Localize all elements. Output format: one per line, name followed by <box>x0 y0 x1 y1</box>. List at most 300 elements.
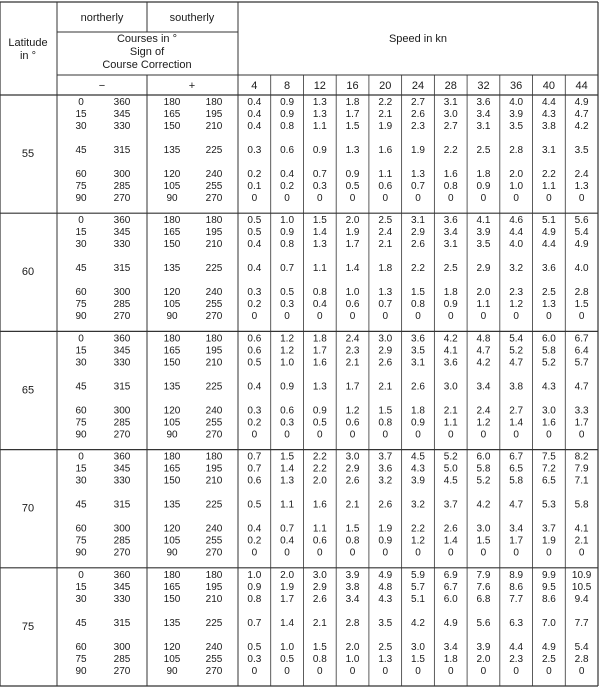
correction-cell: 0.9 <box>280 227 295 239</box>
course-cell: 135 <box>163 263 181 275</box>
correction-cell: 0.5 <box>280 287 295 299</box>
correction-cell: 4.6 <box>509 215 524 227</box>
speed-header-24: 24 <box>411 80 425 92</box>
correction-cell: 1.5 <box>411 653 425 665</box>
course-cell: 90 <box>166 193 178 204</box>
course-cell: 315 <box>113 499 131 511</box>
course-cell: 0 <box>78 333 84 345</box>
course-cell: 240 <box>205 405 223 417</box>
correction-cell: 2.6 <box>312 593 327 605</box>
correction-cell: 0.5 <box>312 417 327 429</box>
correction-cell: 2.2 <box>312 451 327 463</box>
correction-cell: 1.4 <box>509 417 524 429</box>
course-cell: 60 <box>75 641 87 653</box>
correction-cell: 2.5 <box>443 263 458 275</box>
correction-cell: 1.0 <box>280 641 295 653</box>
correction-cell: 3.9 <box>476 227 491 239</box>
correction-cell: 0.6 <box>247 333 262 345</box>
table-row <box>75 464 589 475</box>
correction-cell: 4.9 <box>541 641 556 653</box>
correction-cell: 0.3 <box>247 405 262 417</box>
correction-cell: 1.9 <box>411 145 425 156</box>
correction-cell: 0 <box>317 429 323 441</box>
correction-cell: 0.7 <box>280 263 295 275</box>
course-cell: 15 <box>75 227 87 239</box>
correction-cell: 4.3 <box>411 463 425 475</box>
correction-cell: 0 <box>578 429 585 441</box>
correction-cell: 3.4 <box>476 109 491 120</box>
correction-cell: 5.2 <box>509 345 524 357</box>
correction-cell: 0 <box>578 665 585 677</box>
course-cell: 210 <box>205 121 223 132</box>
course-cell: 75 <box>75 181 87 192</box>
correction-cell: 6.5 <box>541 475 556 487</box>
course-cell: 225 <box>205 617 223 629</box>
speed-header-36: 36 <box>510 80 523 92</box>
correction-cell: 1.5 <box>312 641 327 653</box>
correction-cell: 2.0 <box>509 169 524 180</box>
correction-cell: 7.7 <box>574 617 589 629</box>
course-cell: 150 <box>163 357 181 369</box>
correction-cell: 2.5 <box>541 653 556 665</box>
speed-header: Speed in kn <box>388 33 448 45</box>
course-cell: 180 <box>205 451 223 463</box>
course-cell: 90 <box>166 429 178 441</box>
correction-cell: 0 <box>415 547 421 559</box>
correction-cell: 1.2 <box>509 299 524 311</box>
correction-cell: 2.6 <box>411 381 425 393</box>
course-cell: 120 <box>163 523 181 535</box>
table-row <box>75 227 589 238</box>
correction-cell: 5.1 <box>411 593 425 605</box>
course-cell: 315 <box>113 617 131 629</box>
correction-cell: 2.3 <box>411 121 425 132</box>
course-cell: 45 <box>75 145 87 156</box>
correction-cell: 4.7 <box>509 499 524 511</box>
course-cell: 225 <box>205 145 223 156</box>
course-cell: 180 <box>205 569 223 581</box>
course-cell: 135 <box>163 381 181 393</box>
course-cell: 90 <box>166 665 178 677</box>
correction-cell: 5.7 <box>411 581 425 593</box>
correction-cell: 0.7 <box>247 463 262 475</box>
correction-cell: 1.9 <box>378 121 393 132</box>
correction-cell: 0 <box>284 193 290 204</box>
course-cell: 120 <box>163 405 181 417</box>
course-cell: 240 <box>205 287 223 299</box>
correction-cell: 5.8 <box>476 463 491 475</box>
correction-cell: 3.6 <box>443 357 458 369</box>
correction-cell: 3.6 <box>411 333 425 345</box>
course-cell: 240 <box>205 169 223 180</box>
course-cell: 60 <box>75 523 87 535</box>
correction-cell: 4.7 <box>574 381 589 393</box>
table-row <box>75 181 589 192</box>
correction-cell: 0 <box>349 311 356 323</box>
correction-cell: 3.9 <box>411 475 425 487</box>
correction-cell: 1.7 <box>312 345 327 357</box>
correction-cell: 4.3 <box>541 109 556 120</box>
correction-cell: 0.9 <box>378 535 393 547</box>
correction-cell: 2.0 <box>476 653 491 665</box>
correction-cell: 0.4 <box>247 263 262 275</box>
correction-cell: 8.9 <box>509 569 524 581</box>
correction-cell: 5.1 <box>541 215 556 227</box>
correction-cell: 0.7 <box>247 451 262 463</box>
course-cell: 210 <box>205 593 223 605</box>
correction-cell: 5.4 <box>574 641 589 653</box>
table-row <box>78 215 589 226</box>
correction-cell: 6.3 <box>509 617 524 629</box>
correction-cell: 4.7 <box>574 109 589 120</box>
correction-cell: 5.2 <box>541 357 556 369</box>
course-cell: 15 <box>75 581 87 593</box>
correction-cell: 0.1 <box>247 181 262 192</box>
correction-cell: 2.9 <box>345 463 360 475</box>
correction-cell: 3.6 <box>378 463 393 475</box>
correction-cell: 0.7 <box>411 181 425 192</box>
correction-cell: 1.1 <box>378 169 393 180</box>
table-row <box>75 642 589 653</box>
course-cell: 210 <box>205 475 223 487</box>
course-cell: 315 <box>113 145 131 156</box>
correction-cell: 3.4 <box>476 381 491 393</box>
speed-header-8: 8 <box>284 80 291 92</box>
correction-cell: 2.6 <box>443 523 458 535</box>
correction-cell: 3.2 <box>509 263 524 275</box>
course-cell: 165 <box>163 345 181 357</box>
correction-cell: 0 <box>578 311 585 323</box>
correction-cell: 4.4 <box>509 227 524 239</box>
course-cell: 270 <box>113 311 131 323</box>
course-cell: 270 <box>113 665 131 677</box>
correction-cell: 2.7 <box>509 405 524 417</box>
speed-column-headers <box>251 80 587 92</box>
course-cell: 300 <box>113 405 131 417</box>
correction-cell: 2.1 <box>378 381 393 393</box>
correction-cell: 1.3 <box>411 169 425 180</box>
course-cell: 180 <box>163 97 181 108</box>
correction-cell: 3.8 <box>541 121 556 132</box>
correction-cell: 0 <box>578 193 585 204</box>
course-cell: 105 <box>163 653 181 665</box>
correction-cell: 1.0 <box>280 357 295 369</box>
course-cell: 165 <box>163 581 181 593</box>
course-cell: 45 <box>75 263 87 275</box>
correction-cell: 1.7 <box>509 535 524 547</box>
course-cell: 90 <box>166 311 178 323</box>
correction-cell: 1.2 <box>280 333 295 345</box>
correction-cell: 0 <box>382 665 389 677</box>
course-cell: 315 <box>113 263 131 275</box>
correction-cell: 3.9 <box>345 569 360 581</box>
correction-cell: 0.9 <box>280 109 295 120</box>
correction-cell: 1.8 <box>476 169 491 180</box>
correction-cell: 0.3 <box>312 181 327 192</box>
correction-cell: 0 <box>382 547 389 559</box>
correction-cell: 3.4 <box>345 593 360 605</box>
correction-cell: 3.0 <box>443 109 458 120</box>
correction-cell: 1.3 <box>541 299 556 311</box>
course-cell: 195 <box>205 227 223 239</box>
correction-cell: 0.6 <box>280 405 295 417</box>
correction-cell: 1.7 <box>345 381 360 393</box>
correction-cell: 3.0 <box>411 641 425 653</box>
correction-cell: 7.1 <box>574 475 589 487</box>
correction-cell: 0.4 <box>247 109 262 120</box>
correction-cell: 0 <box>513 311 519 323</box>
latitude-block-55 <box>22 97 589 204</box>
correction-cell: 5.4 <box>509 333 524 345</box>
course-cell: 180 <box>163 215 181 227</box>
correction-cell: 4.0 <box>509 97 524 108</box>
correction-cell: 0 <box>415 311 421 323</box>
table-row <box>75 666 584 677</box>
correction-cell: 0.5 <box>345 181 360 192</box>
correction-cell: 0 <box>513 665 519 677</box>
table-row <box>75 193 584 204</box>
table-body <box>22 97 592 677</box>
course-cell: 360 <box>113 569 131 581</box>
course-cell: 255 <box>205 535 223 547</box>
course-cell: 270 <box>205 311 223 323</box>
course-cell: 15 <box>75 463 87 475</box>
correction-cell: 7.9 <box>476 569 491 581</box>
correction-cell: 6.7 <box>574 333 589 345</box>
table-row <box>75 476 589 487</box>
correction-cell: 2.2 <box>411 523 425 535</box>
correction-cell: 8.6 <box>509 581 524 593</box>
correction-cell: 2.4 <box>378 227 393 239</box>
correction-cell: 1.8 <box>378 263 393 275</box>
correction-cell: 3.4 <box>443 227 458 239</box>
correction-cell: 2.1 <box>574 535 589 547</box>
correction-cell: 0.9 <box>345 169 360 180</box>
course-cell: 360 <box>113 451 131 463</box>
correction-cell: 5.6 <box>574 215 589 227</box>
latitude-cell: 75 <box>21 620 35 633</box>
correction-cell: 2.8 <box>574 287 589 299</box>
speed-header-12: 12 <box>313 80 326 92</box>
course-cell: 270 <box>205 429 223 441</box>
correction-cell: 0.8 <box>443 181 458 192</box>
correction-cell: 0.7 <box>312 169 327 180</box>
course-cell: 345 <box>113 227 131 239</box>
correction-cell: 1.2 <box>280 345 295 357</box>
course-cell: 210 <box>205 357 223 369</box>
table-row <box>75 299 589 310</box>
correction-cell: 3.5 <box>476 239 491 251</box>
correction-cell: 3.8 <box>509 381 524 393</box>
course-cell: 270 <box>113 193 131 204</box>
course-cell: 15 <box>75 109 87 120</box>
table-row <box>75 548 584 559</box>
correction-cell: 1.3 <box>312 381 327 393</box>
correction-cell: 7.6 <box>476 581 491 593</box>
correction-cell: 0 <box>251 665 258 677</box>
course-cell: 195 <box>205 463 223 475</box>
correction-cell: 10.5 <box>571 581 592 593</box>
correction-cell: 0.7 <box>378 299 393 311</box>
latitude-cell: 55 <box>21 148 35 160</box>
correction-cell: 2.1 <box>345 357 360 369</box>
table-row <box>75 169 589 180</box>
correction-cell: 2.5 <box>476 145 491 156</box>
correction-cell: 5.8 <box>509 475 524 487</box>
correction-cell: 4.9 <box>443 617 458 629</box>
correction-cell: 0 <box>349 193 356 204</box>
correction-cell: 0 <box>480 547 487 559</box>
correction-cell: 2.2 <box>378 97 393 108</box>
correction-cell: 4.9 <box>574 239 589 251</box>
correction-cell: 0 <box>513 429 519 441</box>
course-cell: 165 <box>163 227 181 239</box>
table-row <box>78 570 592 581</box>
correction-cell: 1.9 <box>541 535 556 547</box>
correction-cell: 2.2 <box>411 263 425 275</box>
course-cell: 195 <box>205 581 223 593</box>
correction-cell: 0.4 <box>247 523 262 535</box>
correction-cell: 0.6 <box>312 535 327 547</box>
table-row <box>75 654 589 665</box>
correction-cell: 5.8 <box>574 499 589 511</box>
correction-cell: 0.6 <box>247 475 262 487</box>
correction-cell: 1.3 <box>378 653 393 665</box>
course-cell: 0 <box>78 451 84 463</box>
correction-cell: 5.2 <box>476 475 491 487</box>
correction-cell: 0.5 <box>247 499 262 511</box>
course-cell: 105 <box>163 535 181 547</box>
table-row <box>75 429 584 440</box>
correction-cell: 2.6 <box>378 357 393 369</box>
course-cell: 225 <box>205 499 223 511</box>
correction-cell: 1.5 <box>574 299 589 311</box>
course-cell: 255 <box>205 181 223 192</box>
correction-cell: 0.7 <box>280 523 295 535</box>
correction-cell: 3.1 <box>443 97 458 108</box>
correction-cell: 3.5 <box>378 617 393 629</box>
correction-cell: 2.7 <box>443 121 458 132</box>
course-cell: 330 <box>113 475 131 487</box>
correction-cell: 0.8 <box>312 287 327 299</box>
correction-cell: 3.2 <box>378 475 393 487</box>
correction-cell: 2.7 <box>411 97 425 108</box>
correction-cell: 2.1 <box>443 405 458 417</box>
correction-cell: 0 <box>349 547 356 559</box>
correction-cell: 4.1 <box>574 523 589 535</box>
correction-cell: 1.2 <box>345 405 360 417</box>
correction-cell: 1.6 <box>312 357 327 369</box>
course-cell: 150 <box>163 593 181 605</box>
table-row <box>75 500 589 511</box>
correction-cell: 0 <box>284 547 290 559</box>
correction-cell: 4.9 <box>574 97 589 108</box>
table-row <box>75 618 589 629</box>
correction-cell: 0 <box>447 547 454 559</box>
correction-cell: 2.1 <box>345 499 360 511</box>
course-cell: 270 <box>205 665 223 677</box>
correction-cell: 1.3 <box>378 287 393 299</box>
correction-cell: 2.9 <box>476 263 491 275</box>
correction-cell: 3.4 <box>443 641 458 653</box>
correction-cell: 0.5 <box>247 215 262 227</box>
course-cell: 345 <box>113 581 131 593</box>
correction-cell: 0.5 <box>247 227 262 239</box>
correction-cell: 1.1 <box>443 417 458 429</box>
correction-cell: 0 <box>546 665 552 677</box>
latitude-block-65 <box>22 333 589 440</box>
course-cell: 90 <box>75 547 87 559</box>
correction-cell: 0.4 <box>280 169 295 180</box>
correction-cell: 1.1 <box>280 499 295 511</box>
correction-cell: 1.8 <box>345 97 360 108</box>
course-cell: 270 <box>113 547 131 559</box>
course-cell: 255 <box>205 653 223 665</box>
correction-cell: 2.3 <box>345 345 360 357</box>
correction-cell: 6.0 <box>443 593 458 605</box>
correction-cell: 0.8 <box>280 121 295 132</box>
correction-cell: 6.0 <box>476 451 491 463</box>
correction-cell: 0.2 <box>247 535 262 547</box>
correction-cell: 3.6 <box>476 97 491 108</box>
table-row <box>75 263 589 274</box>
course-cell: 285 <box>113 535 131 547</box>
correction-cell: 6.5 <box>509 463 524 475</box>
correction-cell: 0 <box>317 547 323 559</box>
course-cell: 165 <box>163 109 181 120</box>
course-cell: 150 <box>163 475 181 487</box>
correction-cell: 1.5 <box>411 287 425 299</box>
correction-cell: 2.6 <box>345 475 360 487</box>
correction-cell: 6.4 <box>574 345 589 357</box>
correction-cell: 1.5 <box>345 523 360 535</box>
course-cell: 135 <box>163 617 181 629</box>
correction-cell: 0.2 <box>247 169 262 180</box>
latitude-unit-header: in ° <box>19 50 37 62</box>
correction-cell: 5.4 <box>574 227 589 239</box>
correction-cell: 4.4 <box>509 641 524 653</box>
correction-cell: 1.0 <box>509 181 524 192</box>
table-row <box>75 536 589 547</box>
course-cell: 90 <box>166 547 178 559</box>
correction-cell: 1.4 <box>280 463 295 475</box>
correction-cell: 7.9 <box>574 463 589 475</box>
course-cell: 75 <box>75 417 87 429</box>
correction-cell: 2.9 <box>411 227 425 239</box>
course-cell: 180 <box>205 97 223 108</box>
correction-cell: 3.0 <box>345 451 360 463</box>
course-cell: 255 <box>205 417 223 429</box>
correction-cell: 4.1 <box>476 215 491 227</box>
course-cell: 15 <box>75 345 87 357</box>
correction-cell: 0 <box>284 429 290 441</box>
course-cell: 180 <box>163 569 181 581</box>
correction-cell: 4.2 <box>476 357 491 369</box>
correction-cell: 3.1 <box>411 215 425 227</box>
correction-cell: 1.3 <box>312 109 327 120</box>
correction-cell: 2.8 <box>345 617 360 629</box>
correction-cell: 1.5 <box>476 535 491 547</box>
latitude-block-60 <box>22 215 589 322</box>
correction-cell: 0.8 <box>280 239 295 251</box>
course-cell: 0 <box>78 97 84 108</box>
correction-cell: 0 <box>447 665 454 677</box>
latitude-cell: 60 <box>21 266 35 279</box>
course-cell: 45 <box>75 617 87 629</box>
correction-cell: 1.3 <box>312 97 327 108</box>
speed-header-16: 16 <box>346 80 359 92</box>
correction-cell: 4.5 <box>443 475 458 487</box>
